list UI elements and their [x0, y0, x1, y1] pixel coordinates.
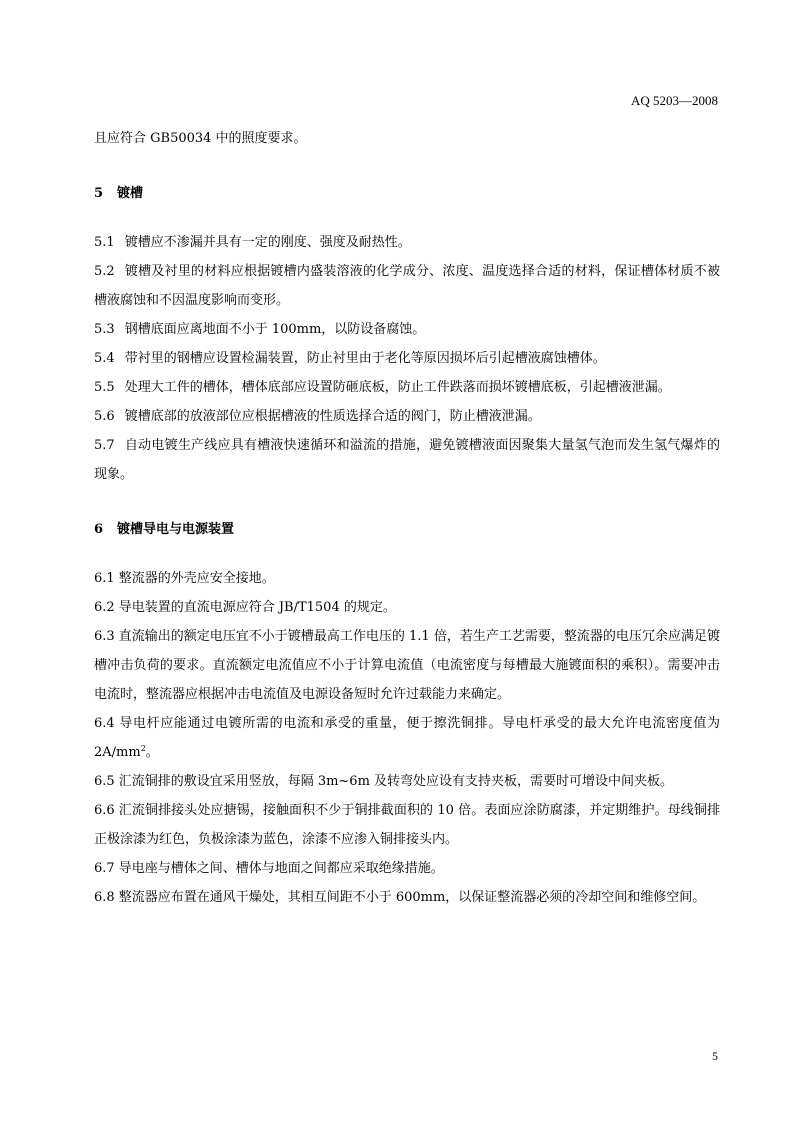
clause-5-4: 5.4 带衬里的钢槽应设置检漏装置，防止衬里由于老化等原因损坏后引起槽液腐蚀槽体。: [94, 351, 606, 366]
clause-5-1: 5.1 镀槽应不渗漏并具有一定的刚度、强度及耐热性。: [94, 235, 411, 250]
clause-6-3: 6.3 直流输出的额定电压宜不小于镀槽最高工作电压的 1.1 倍，若生产工艺需要，整流器的电压冗余应满足镀槽冲击负荷的要求。直流额定电流值应不小于计算电流值（电流密度与每槽最大施镀面积的乘积）。需要冲击电流时，整流器应根据冲击电流值及电源设备短时允许过载能力来确定。: [94, 629, 720, 702]
section-title: 镀槽: [117, 186, 144, 201]
clause-6-1: 6.1 整流器的外壳应安全接地。: [94, 571, 275, 586]
section-6-heading: [94, 515, 720, 544]
clause-6-8: 6.8 整流器应布置在通风干燥处，其相互间距不小于 600mm，以保证整流器必须的冷却空间和维修空间。: [94, 890, 706, 905]
section-number: 6: [94, 522, 104, 537]
section-number: 5: [94, 186, 104, 201]
clause-6-5: 6.5 汇流铜排的敷设宜采用竖放，每隔 3m~6m 及转弯处应设有支持夹板，需要时可增设中间夹板。: [94, 774, 674, 789]
clause-6-4: 6.4 导电杆应能通过电镀所需的电流和承受的重量，便于擦洗铜排。导电杆承受的最大允许电流密度值为 $2A/mm^2$。: [94, 716, 720, 760]
continuation-text: 且应符合 GB50034 中的照度要求。: [94, 131, 307, 146]
section-title: 镀槽导电与电源装置: [117, 522, 235, 537]
clause-5-7: 5.7 自动电镀生产线应具有槽液快速循环和溢流的措施，避免镀槽液面因聚集大量氢气泡而发生氢气爆炸的现象。: [94, 438, 720, 482]
document-body: [94, 124, 720, 912]
page-number: 5: [712, 1049, 718, 1063]
standard-code: AQ 5203—2008: [630, 93, 718, 108]
clause-5-6: 5.6 镀槽底部的放液部位应根据槽液的性质选择合适的阀门，防止槽液泄漏。: [94, 409, 541, 424]
clause-5-3: 5.3 钢槽底面应离地面不小于 100mm，以防设备腐蚀。: [94, 322, 426, 337]
clause-5-5: 5.5 处理大工件的槽体，槽体底部应设置防砸底板，防止工件跌落而损坏镀槽底板，引起槽液泄漏。: [94, 380, 671, 395]
clause-5-2: 5.2 镀槽及衬里的材料应根据镀槽内盛装溶液的化学成分、浓度、温度选择合适的材料，保证槽体材质不被槽液腐蚀和不因温度影响而变形。: [94, 264, 720, 308]
clause-6-7: 6.7 导电座与槽体之间、槽体与地面之间都应采取绝缘措施。: [94, 861, 444, 876]
clause-6-2: 6.2 导电装置的直流电源应符合 JB/T1504 的规定。: [94, 600, 396, 615]
clause-6-6: 6.6 汇流铜排接头处应搪锡，接触面积不少于铜排截面积的 10 倍。表面应涂防腐漆，并定期维护。母线铜排正极涂漆为红色，负极涂漆为蓝色，涂漆不应渗入铜排接头内。: [94, 803, 720, 847]
section-5-heading: [94, 179, 720, 208]
